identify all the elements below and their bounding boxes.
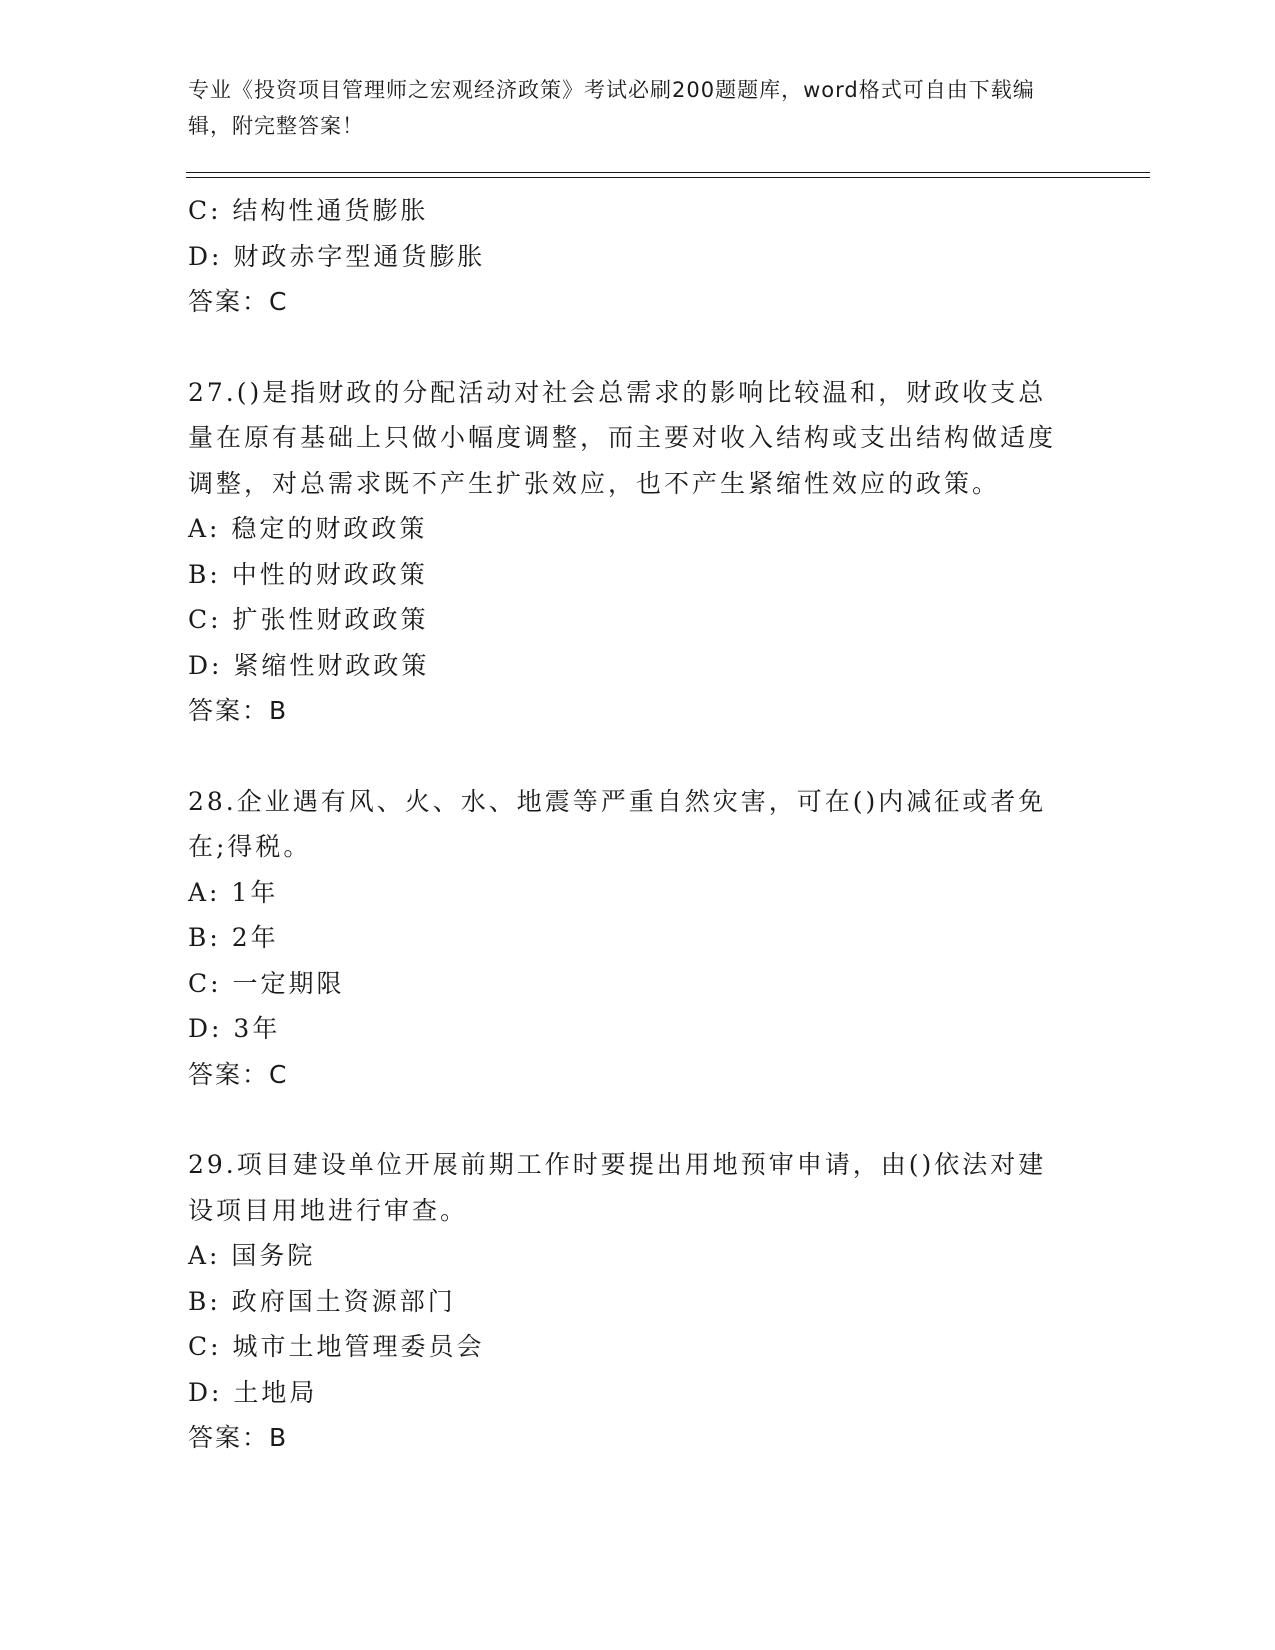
question-28 <box>188 779 1088 1098</box>
answer: 答案：C <box>188 1059 289 1089</box>
option-c: C: 一定期限 <box>188 968 345 998</box>
header-rule-bottom <box>186 177 1150 178</box>
option-b: B: 2年 <box>188 923 279 952</box>
spacer <box>188 734 1088 779</box>
option-b: B: 中性的财政政策 <box>188 559 428 589</box>
question-29 <box>188 1142 1088 1461</box>
option-a: A: 稳定的财政政策 <box>188 514 428 543</box>
option-a: A: 国务院 <box>188 1241 316 1270</box>
question-stem: 29.项目建设单位开展前期工作时要提出用地预审申请，由()依法对建设项目用地进行审查。 <box>188 1150 1047 1225</box>
answer: 答案：B <box>188 696 289 725</box>
option-d: D: 土地局 <box>188 1377 318 1407</box>
question-stem: 27.()是指财政的分配活动对社会总需求的影响比较温和，财政收支总量在原有基础上只做小幅度调整，而主要对收入结构或支出结构做适度调整，对总需求既不产生扩张效应，也不产生紧缩性效应的政策。 <box>188 377 1057 498</box>
option-d: D: 紧缩性财政政策 <box>188 650 430 680</box>
option-c: C: 城市土地管理委员会 <box>188 1332 485 1361</box>
question-list <box>188 188 1088 1461</box>
header-rule-top <box>186 172 1150 173</box>
spacer <box>188 1097 1088 1142</box>
option-b: B: 政府国土资源部门 <box>188 1286 456 1316</box>
question-26-tail <box>188 188 1088 325</box>
option-c: C: 扩张性财政政策 <box>188 605 429 634</box>
spacer <box>188 325 1088 370</box>
answer: 答案：B <box>188 1423 289 1452</box>
question-27 <box>188 370 1088 734</box>
option-a: A: 1年 <box>188 877 279 907</box>
document-header: 专业《投资项目管理师之宏观经济政策》考试必刷200题题库，word格式可自由下载编辑，附完整答案！ <box>188 78 1035 138</box>
question-stem: 28.企业遇有风、火、水、地震等严重自然灾害，可在()内减征或者免在;得税。 <box>188 786 1047 861</box>
option-d: D: 3年 <box>188 1014 281 1043</box>
answer: 答案：C <box>188 287 289 316</box>
option-c: C: 结构性通货膨胀 <box>188 196 429 225</box>
option-d: D: 财政赤字型通货膨胀 <box>188 241 486 271</box>
